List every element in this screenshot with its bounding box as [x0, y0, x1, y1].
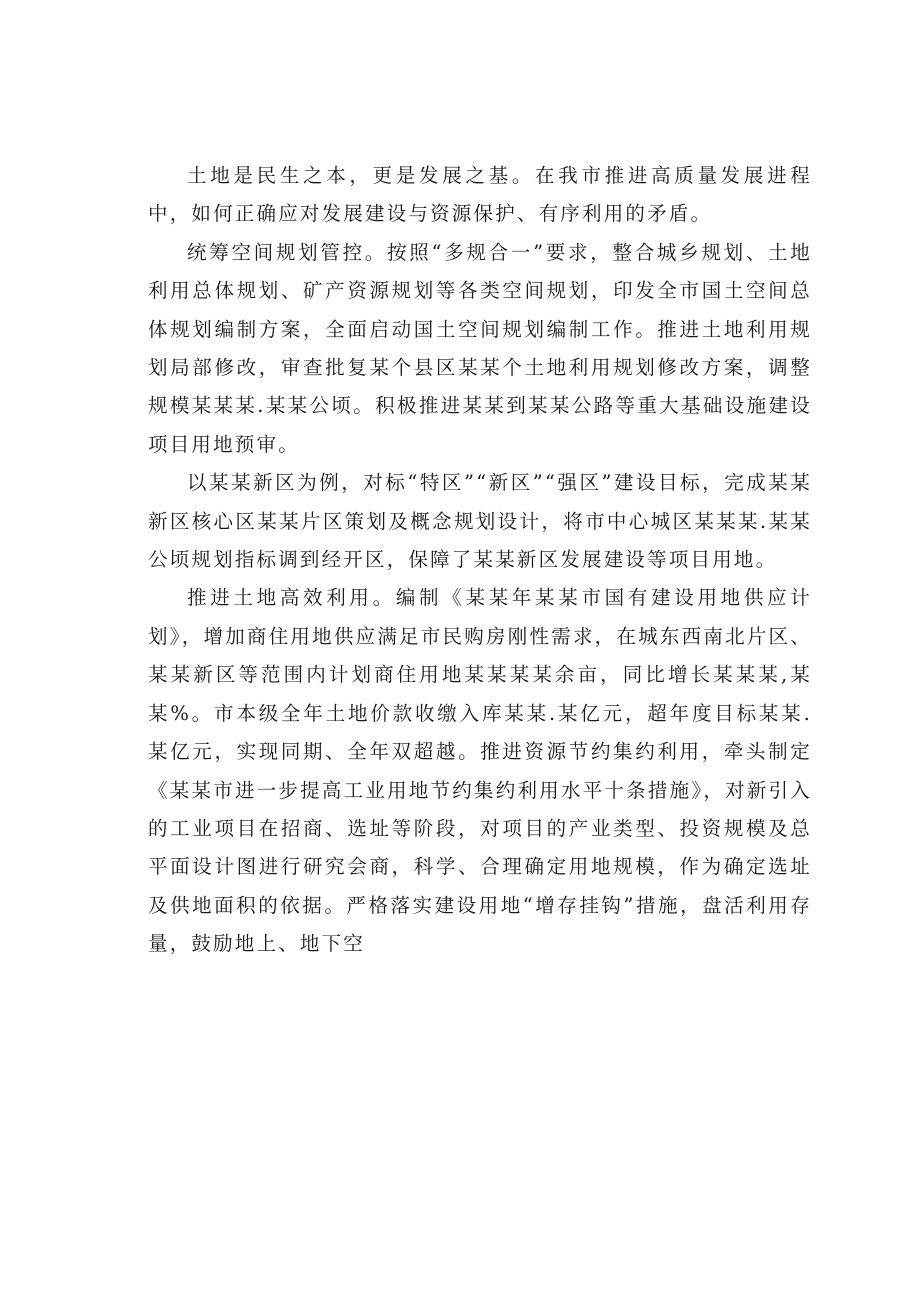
document-page	[148, 157, 812, 964]
paragraph-spatial-planning: 统筹空间规划管控。按照“多规合一”要求，整合城乡规划、土地利用总体规划、矿产资源规划等各类空间规划，印发全市国土空间总体规划编制方案，全面启动国土空间规划编制工作。推进土地利用规划局部修改，审查批复某个县区某某个土地利用规划修改方案，调整规模某某某.某某公顷。积极推进某某到某某公路等重大基础设施建设项目用地预审。	[148, 240, 812, 456]
paragraph-intro: 土地是民生之本，更是发展之基。在我市推进高质量发展进程中，如何正确应对发展建设与资源保护、有序利用的矛盾。	[148, 164, 812, 226]
paragraph-land-efficient-use: 推进土地高效利用。编制《某某年某某市国有建设用地供应计划》，增加商住用地供应满足市民购房刚性需求，在城东西南北片区、某某新区等范围内计划商住用地某某某某余亩，同比增长某某某,某某%。市本级全年土地价款收缴入库某某.某亿元，超年度目标某某.某亿元，实现同期、全年双超越。推进资源节约集约利用，牵头制定《某某市进一步提高工业用地节约集约利用水平十条措施》，对新引入的工业项目在招商、选址等阶段，对项目的产业类型、投资规模及总平面设计图进行研究会商，科学、合理确定用地规模，作为确定选址及供地面积的依据。严格落实建设用地“增存挂钩”措施，盘活利用存量，鼓励地上、地下空	[148, 586, 812, 956]
paragraph-new-district-example: 以某某新区为例，对标“特区”“新区”“强区”建设目标，完成某某新区核心区某某片区策划及概念规划设计，将市中心城区某某某.某某公顷规划指标调到经开区，保障了某某新区发展建设等项目用地。	[148, 471, 812, 572]
